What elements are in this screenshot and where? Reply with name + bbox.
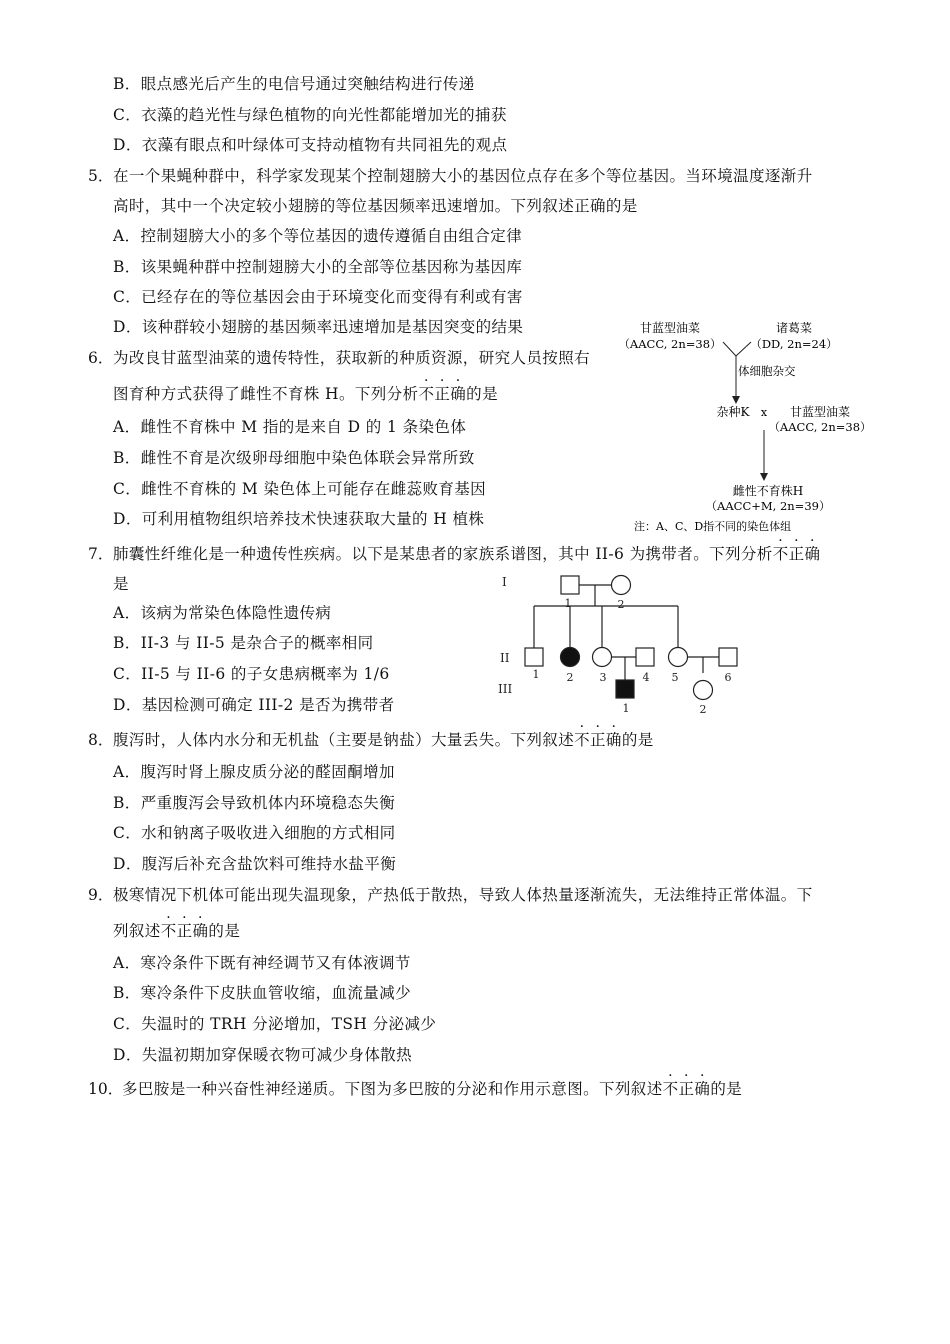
gen3-female-2: [694, 681, 713, 700]
q5-option-c: C．已经存在的等位基因会由于环境变化而变得有利或有害: [113, 288, 523, 306]
q8-option-b: B．严重腹泻会导致机体内环境稳态失衡: [113, 794, 396, 812]
q9-stem-pre: 列叙述: [113, 922, 161, 940]
gen1-num-2: 2: [617, 598, 625, 611]
gen1-female-2: [612, 576, 631, 595]
emphasis-char: 不: [574, 731, 591, 749]
q5-option-a: A．控制翅膀大小的多个等位基因的遗传遵循自由组合定律: [113, 227, 523, 245]
q8-stem: [113, 730, 654, 750]
result-genotype: （AACC+M, 2n=39）: [705, 499, 831, 513]
gen2-num-5: 5: [671, 671, 679, 684]
emphasis-char: 正: [788, 545, 805, 563]
gen2-female-3: [593, 648, 612, 667]
q6-option-d: D．可利用植物组织培养技术快速获取大量的 H 植株: [113, 510, 485, 528]
gen2-male-6: [719, 648, 737, 666]
emphasis-char: 正: [678, 1080, 695, 1098]
q7-option-a: A．该病为常染色体隐性遗传病: [113, 604, 332, 622]
gen3-male-1-affected: [616, 680, 634, 698]
q5-option-d: D．该种群较小翅膀的基因频率迅速增加是基因突变的结果: [113, 318, 524, 336]
gen2-num-1: 1: [532, 668, 540, 681]
gen2-num-6: 6: [724, 671, 732, 684]
q6-option-b: B．雌性不育是次级卵母细胞中染色体联会异常所致: [113, 449, 475, 467]
q10-stem-post: 的是: [710, 1080, 743, 1098]
gen1-male-1: [561, 576, 579, 594]
result-name: 雌性不育株H: [732, 484, 804, 498]
gen-label-i: I: [502, 575, 507, 589]
emphasis-char: 确: [605, 731, 622, 749]
q7-stem-pre: 肺囊性纤维化是一种遗传性疾病。以下是某患者的家族系谱图，其中 II-6 为携带者。下列分析: [113, 545, 773, 563]
q7-stem-line2: 是: [113, 575, 129, 593]
emphasis-char: 正: [590, 731, 606, 749]
q8-number: 8．: [88, 731, 114, 749]
figure-note: 注：A、C、D指不同的染色体组: [634, 520, 792, 533]
q7-option-c: C．II-5 与 II-6 的子女患病概率为 1/6: [113, 665, 390, 683]
gen-label-iii: III: [498, 682, 513, 696]
q7-option-d: D．基因检测可确定 III-2 是否为携带者: [113, 696, 395, 714]
q6-stem-post: 的是: [466, 385, 498, 403]
parent3-name: 甘蓝型油菜: [789, 405, 851, 419]
merge-line-right: [736, 342, 751, 356]
q9-stem-line1: 极寒情况下机体可能出现失温现象，产热低于散热，导致人体热量逐渐流失，无法维持正常体温。下: [113, 886, 813, 904]
gen2-male-1: [525, 648, 543, 666]
gen1-num-1: 1: [564, 597, 572, 610]
q10-stem: [122, 1079, 742, 1099]
q9-number: 9．: [88, 886, 114, 904]
q6-stem-line2: [113, 384, 498, 404]
q5-stem-line2: 高时，其中一个决定较小翅膀的等位基因频率迅速增加。下列叙述正确的是: [113, 197, 638, 215]
q8-option-a: A．腹泻时肾上腺皮质分泌的醛固酮增加: [113, 763, 395, 781]
q4-option-d: D．衣藻有眼点和叶绿体可支持动植物有共同祖先的观点: [113, 136, 508, 154]
parent2-name: 诸葛菜: [775, 321, 813, 335]
q4-option-b: B．眼点感光后产生的电信号通过突触结构进行传递: [113, 75, 475, 93]
q9-option-d: D．失温初期加穿保暖衣物可减少身体散热: [113, 1046, 413, 1064]
gen2-num-4: 4: [642, 671, 650, 684]
parent1-name: 甘蓝型油菜: [639, 321, 701, 335]
emphasis-char: 正: [176, 922, 193, 940]
emphasis-char: 不: [418, 385, 435, 403]
q5-stem-line1: 在一个果蝇种群中，科学家发现某个控制翅膀大小的基因位点存在多个等位基因。当环境温度逐渐升: [113, 167, 813, 185]
arrow-head-1: [732, 396, 740, 404]
arrow-head-2: [760, 473, 768, 481]
q6-stem-pre: 图育种方式获得了雌性不育株 H。下列分析: [113, 385, 419, 403]
gen2-female-2-affected: [561, 648, 580, 667]
gen2-female-5: [669, 648, 688, 667]
q9-stem-post: 的是: [208, 922, 241, 940]
emphasis-char: 确: [192, 922, 209, 940]
emphasis-char: 不: [662, 1080, 679, 1098]
q6-option-c: C．雌性不育株的 M 染色体上可能存在雌蕊败育基因: [113, 480, 487, 498]
q9-stem-line2: [113, 921, 240, 941]
merge-line-left: [723, 342, 736, 356]
q5-option-b: B．该果蝇种群中控制翅膀大小的全部等位基因称为基因库: [113, 258, 523, 276]
parent2-genotype: （DD, 2n=24）: [750, 337, 838, 351]
pedigree-chart: [490, 568, 750, 716]
gen2-num-3: 3: [599, 671, 607, 684]
cross-symbol: x: [760, 406, 768, 419]
q6-option-a: A．雌性不育株中 M 指的是来自 D 的 1 条染色体: [113, 418, 467, 436]
q9-option-b: B．寒冷条件下皮肤血管收缩，血流量减少: [113, 984, 411, 1002]
parent1-genotype: （AACC, 2n=38）: [618, 337, 722, 351]
gen3-num-1: 1: [622, 702, 630, 715]
q4-option-c: C．衣藻的趋光性与绿色植物的向光性都能增加光的捕获: [113, 106, 507, 124]
q7-stem-line1: [113, 544, 820, 564]
emphasis-char: 正: [434, 385, 451, 403]
q10-stem-pre: 多巴胺是一种兴奋性神经递质。下图为多巴胺的分泌和作用示意图。下列叙述: [122, 1080, 663, 1098]
q7-option-b: B．II-3 与 II-5 是杂合子的概率相同: [113, 634, 374, 652]
emphasis-char: 不: [160, 922, 177, 940]
hybrid-k: 杂种K: [716, 405, 750, 419]
q10-number: 10．: [88, 1080, 124, 1098]
q9-option-a: A．寒冷条件下既有神经调节又有体液调节: [113, 954, 411, 972]
gen3-num-2: 2: [699, 703, 707, 716]
q5-number: 5．: [88, 167, 114, 185]
q7-number: 7．: [88, 545, 114, 563]
q8-option-d: D．腹泻后补充含盐饮料可维持水盐平衡: [113, 855, 397, 873]
emphasis-char: 确: [694, 1080, 711, 1098]
q6-stem-line1: 为改良甘蓝型油菜的遗传特性，获取新的种质资源，研究人员按照右: [113, 349, 591, 367]
gen2-num-2: 2: [566, 671, 574, 684]
q9-option-c: C．失温时的 TRH 分泌增加，TSH 分泌减少: [113, 1015, 437, 1033]
q8-stem-pre: 腹泻时，人体内水分和无机盐（主要是钠盐）大量丢失。下列叙述: [113, 731, 575, 749]
cross-label: 体细胞杂交: [738, 364, 796, 378]
q8-option-c: C．水和钠离子吸收进入细胞的方式相同: [113, 824, 396, 842]
gen2-male-4: [636, 648, 654, 666]
q6-number: 6．: [88, 349, 114, 367]
parent3-genotype: （AACC, 2n=38）: [768, 420, 872, 434]
emphasis-char: 确: [450, 385, 467, 403]
q8-stem-post: 的是: [621, 731, 654, 749]
emphasis-char: 确: [804, 545, 821, 563]
gen-label-ii: II: [500, 651, 510, 665]
emphasis-char: 不: [772, 545, 789, 563]
breeding-diagram: [618, 318, 880, 540]
